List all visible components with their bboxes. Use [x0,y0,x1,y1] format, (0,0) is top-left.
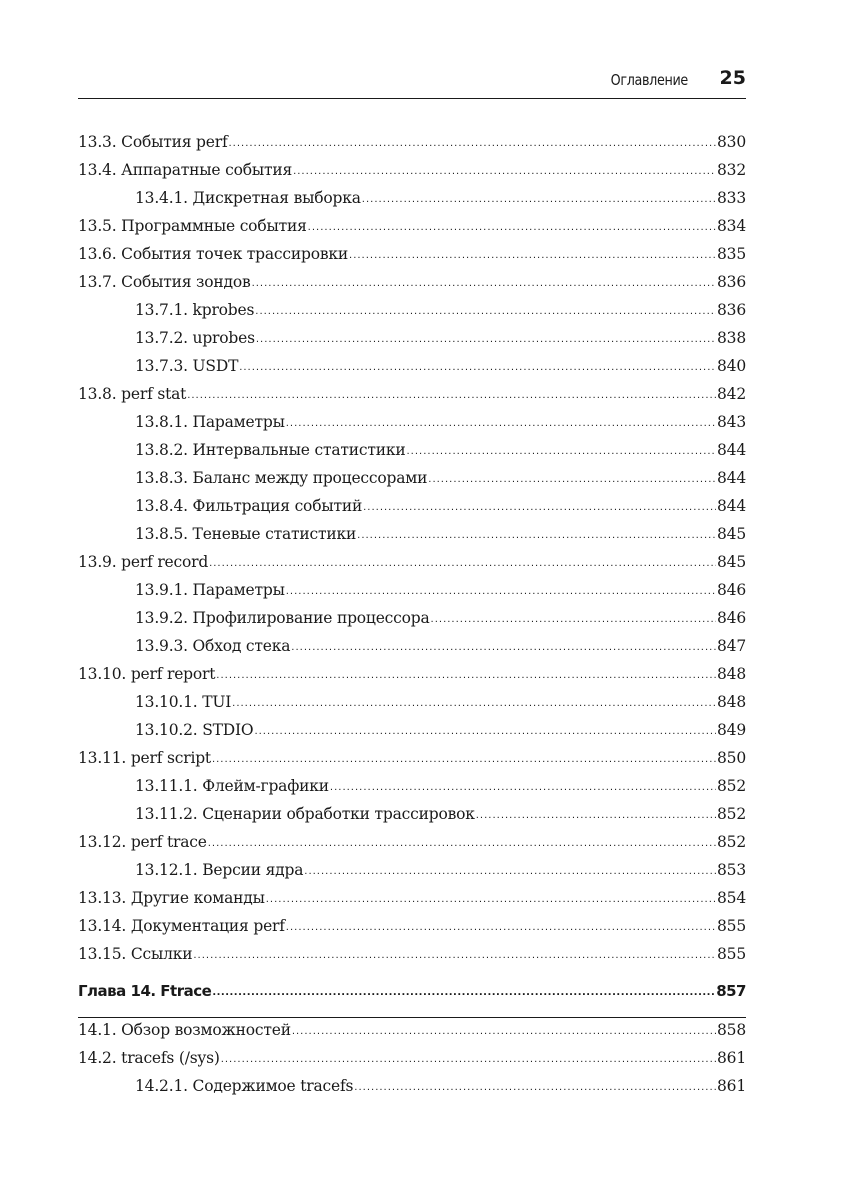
dot-leader [357,524,716,542]
toc-entry[interactable] [78,161,746,189]
toc-subentry[interactable] [78,805,746,833]
dot-leader [255,300,716,318]
toc-entry[interactable] [78,833,746,861]
toc-entry-label: 13.10. perf report [78,665,216,683]
toc-subentry[interactable] [78,329,746,357]
chapter-title: Глава 14. Ftrace [78,982,212,1000]
dot-leader [304,860,716,878]
toc-entry-page: 848 [717,693,746,711]
dot-leader [209,552,716,570]
dot-leader [286,580,716,598]
toc-entry-page: 848 [717,665,746,683]
dot-leader [431,608,716,626]
toc-entry[interactable] [78,945,746,973]
toc-entry-label: 13.8.2. Интервальные статистики [135,441,406,459]
toc-entry-page: 838 [717,329,746,347]
toc-entry-page: 832 [717,161,746,179]
toc-entry-page: 845 [717,553,746,571]
toc-entry-label: 13.13. Другие команды [78,889,265,907]
toc-entry[interactable] [78,1049,746,1077]
toc-entry-label: 14.2.1. Содержимое tracefs [135,1077,354,1095]
chapter-page: 857 [716,982,746,1000]
toc-entry-page: 852 [717,777,746,795]
toc-entry[interactable] [78,385,746,413]
toc-subentry[interactable] [78,637,746,665]
toc-subentry[interactable] [78,301,746,329]
header-title: Оглавление [610,71,688,89]
dot-leader [216,664,716,682]
toc-entry-page: 846 [717,581,746,599]
toc-entry-page: 849 [717,721,746,739]
header-page-number: 25 [719,67,746,89]
toc-entry-page: 852 [717,805,746,823]
toc-entry-label: 13.10.2. STDIO [135,721,254,739]
toc-entry-page: 853 [717,861,746,879]
toc-subentry[interactable] [78,777,746,805]
dot-leader [286,916,716,934]
toc-subentry[interactable] [78,721,746,749]
dot-leader [256,328,716,346]
toc-entry-label: 13.12.1. Версии ядра [135,861,304,879]
dot-leader [293,160,716,178]
toc-entry-label: 13.11.2. Сценарии обработки трассировок [135,805,475,823]
toc-entry-page: 861 [717,1077,746,1095]
dot-leader [252,272,716,290]
toc-entry-page: 834 [717,217,746,235]
toc-entry[interactable] [78,917,746,945]
toc-entry-label: 13.11.1. Флейм-графики [135,777,329,795]
toc-entry-label: 14.1. Обзор возможностей [78,1021,291,1039]
toc-entry[interactable] [78,245,746,273]
toc-entry-page: 844 [717,469,746,487]
toc-entry-page: 842 [717,385,746,403]
toc-entry-page: 844 [717,497,746,515]
toc-entry-page: 852 [717,833,746,851]
dot-leader [330,776,716,794]
toc-entry-label: 13.8.3. Баланс между процессорами [135,469,428,487]
toc-entry-label: 13.15. Ссылки [78,945,193,963]
toc-entry[interactable] [78,217,746,245]
toc-entry-label: 13.7.3. USDT [135,357,239,375]
running-header [78,66,746,99]
toc-entry-label: 13.9.3. Обход стека [135,637,291,655]
toc-subentry[interactable] [78,693,746,721]
dot-leader [193,944,716,962]
dot-leader [362,188,716,206]
toc-entry-label: 13.5. Программные события [78,217,307,235]
toc-entry-page: 854 [717,889,746,907]
dot-leader [428,468,716,486]
dot-leader [232,692,716,710]
toc-entry-label: 13.7.2. uprobes [135,329,255,347]
toc-entry[interactable] [78,749,746,777]
toc-entry-label: 13.4. Аппаратные события [78,161,293,179]
toc-entry-label: 13.3. События perf [78,133,228,151]
toc-entry-label: 13.8.5. Теневые статистики [135,525,357,543]
toc-entry-page: 836 [717,301,746,319]
dot-leader [239,356,716,374]
toc-subentry[interactable] [78,1077,746,1105]
dot-leader [291,636,716,654]
toc-entry-label: 13.7.1. kprobes [135,301,255,319]
toc-entry-page: 830 [717,133,746,151]
dot-leader [266,888,716,906]
toc-entry-label: 13.12. perf trace [78,833,207,851]
dot-leader [221,1048,716,1066]
toc-subentry[interactable] [78,861,746,889]
toc-entry-label: 13.9.2. Профилирование процессора [135,609,430,627]
toc-entry-page: 861 [717,1049,746,1067]
toc-entry-page: 835 [717,245,746,263]
dot-leader [363,496,716,514]
toc-entry-page: 844 [717,441,746,459]
toc-entry-page: 858 [717,1021,746,1039]
toc-entry-label: 13.8.1. Параметры [135,413,285,431]
dot-leader [354,1076,716,1094]
toc-subentry[interactable] [78,469,746,497]
toc-subentry[interactable] [78,581,746,609]
table-of-contents [78,133,746,1105]
toc-entry-page: 840 [717,357,746,375]
toc-entry-page: 855 [717,945,746,963]
toc-entry-page: 845 [717,525,746,543]
toc-entry-label: 13.9. perf record [78,553,209,571]
dot-leader [212,981,715,999]
toc-entry-page: 843 [717,413,746,431]
toc-subentry[interactable] [78,189,746,217]
toc-entry-label: 13.10.1. TUI [135,693,232,711]
dot-leader [187,384,716,402]
toc-entry-label: 13.8. perf stat [78,385,187,403]
toc-subentry[interactable] [78,609,746,637]
dot-leader [286,412,716,430]
toc-subentry[interactable] [78,357,746,385]
dot-leader [212,748,716,766]
toc-subentry[interactable] [78,413,746,441]
toc-entry-page: 846 [717,609,746,627]
toc-subentry[interactable] [78,497,746,525]
dot-leader [254,720,716,738]
dot-leader [208,832,716,850]
toc-entry-label: 13.4.1. Дискретная выборка [135,189,361,207]
toc-entry[interactable] [78,133,746,161]
toc-entry-label: 13.7. События зондов [78,273,251,291]
toc-entry-label: 13.6. События точек трассировки [78,245,349,263]
toc-entry-page: 855 [717,917,746,935]
dot-leader [349,244,716,262]
toc-entry[interactable] [78,553,746,581]
dot-leader [228,132,716,150]
toc-entry-page: 836 [717,273,746,291]
toc-entry[interactable] [78,1021,746,1049]
toc-entry-page: 850 [717,749,746,767]
toc-chapter-heading[interactable] [78,982,746,1018]
toc-subentry[interactable] [78,441,746,469]
dot-leader [308,216,716,234]
toc-entry-page: 847 [717,637,746,655]
toc-entry[interactable] [78,665,746,693]
toc-subentry[interactable] [78,525,746,553]
toc-entry-label: 13.8.4. Фильтрация событий [135,497,363,515]
toc-entry[interactable] [78,273,746,301]
toc-entry-page: 833 [717,189,746,207]
dot-leader [292,1020,716,1038]
dot-leader [476,804,716,822]
toc-entry-label: 14.2. tracefs (/sys) [78,1049,220,1067]
toc-entry-label: 13.14. Документация perf [78,917,285,935]
toc-entry-label: 13.9.1. Параметры [135,581,285,599]
dot-leader [407,440,717,458]
toc-entry-label: 13.11. perf script [78,749,211,767]
toc-entry[interactable] [78,889,746,917]
